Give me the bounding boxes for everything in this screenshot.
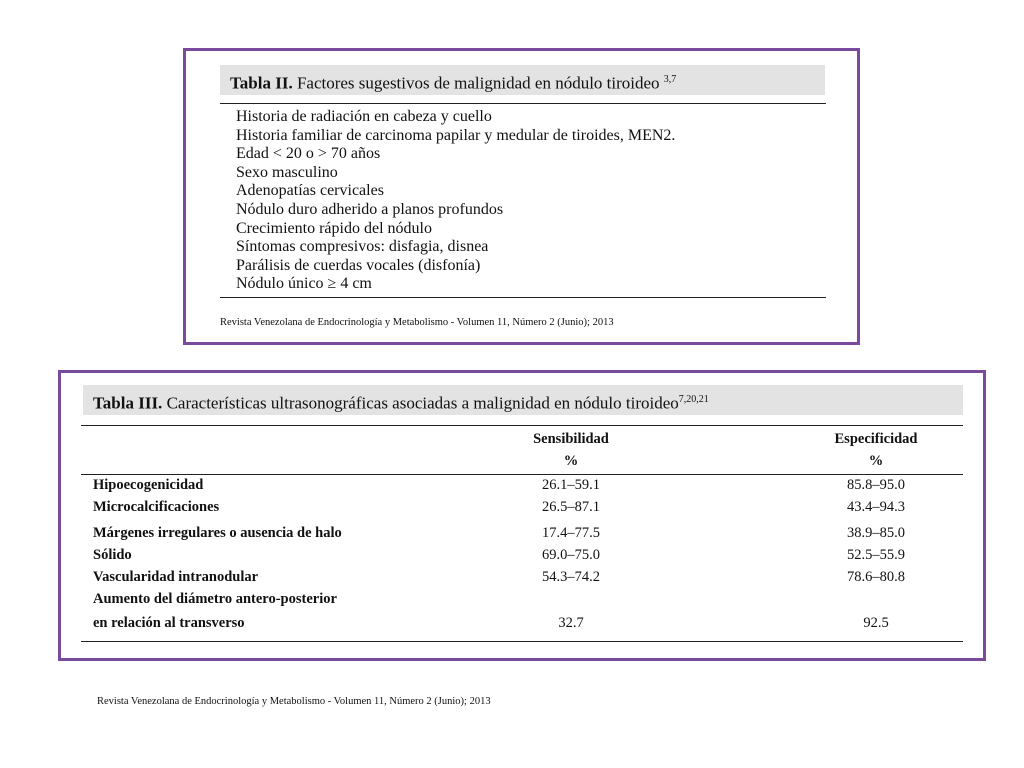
row-specificity: 43.4–94.3 bbox=[847, 499, 905, 515]
factor-item: Síntomas compresivos: disfagia, disnea bbox=[236, 238, 489, 256]
row-label: Sólido bbox=[93, 547, 132, 563]
row-label: Hipoecogenicidad bbox=[93, 477, 204, 493]
table-2-bottom-rule bbox=[220, 297, 826, 298]
table-2-title-prefix: Tabla II. bbox=[230, 73, 293, 93]
factor-item: Nódulo duro adherido a planos profundos bbox=[236, 200, 504, 218]
factor-item: Edad < 20 o > 70 años bbox=[236, 145, 381, 163]
row-specificity: 92.5 bbox=[863, 615, 889, 631]
table-3-header-rule bbox=[81, 474, 963, 475]
table-2-source: Revista Venezolana de Endocrinología y Metabolismo - Volumen 11, Número 2 (Junio); 2013 bbox=[220, 317, 614, 328]
row-sensitivity: 17.4–77.5 bbox=[542, 525, 600, 541]
row-label: Márgenes irregulares o ausencia de halo bbox=[93, 525, 342, 541]
factor-item: Parálisis de cuerdas vocales (disfonía) bbox=[236, 256, 481, 274]
table-2-title-text: Factores sugestivos de malignidad en nódulo tiroideo bbox=[292, 73, 664, 93]
row-sensitivity: 69.0–75.0 bbox=[542, 547, 600, 563]
row-sensitivity: 54.3–74.2 bbox=[542, 569, 600, 585]
row-label: Aumento del diámetro antero-posterior bbox=[93, 591, 337, 607]
table-3-title-prefix: Tabla III. bbox=[93, 393, 163, 413]
factor-item: Nódulo único ≥ 4 cm bbox=[236, 275, 372, 293]
factor-item: Historia familiar de carcinoma papilar y medular de tiroides, MEN2. bbox=[236, 126, 676, 144]
table-2-top-rule bbox=[220, 103, 826, 104]
factor-item: Sexo masculino bbox=[236, 163, 338, 181]
row-label: Vascularidad intranodular bbox=[93, 569, 259, 585]
table-3-title-refs: 7,20,21 bbox=[678, 394, 709, 405]
factor-item: Crecimiento rápido del nódulo bbox=[236, 219, 432, 237]
row-label: Microcalcificaciones bbox=[93, 499, 220, 515]
table-3-title-text: Características ultrasonográficas asociadas a malignidad en nódulo tiroideo bbox=[162, 393, 679, 413]
factor-item: Historia de radiación en cabeza y cuello bbox=[236, 108, 492, 125]
col-header-sensitivity-unit: % bbox=[563, 453, 579, 469]
table-2-factor-list bbox=[236, 108, 675, 294]
row-sensitivity: 26.5–87.1 bbox=[542, 499, 600, 515]
row-sensitivity: 32.7 bbox=[558, 615, 584, 631]
table-2-frame bbox=[183, 48, 860, 345]
row-specificity: 78.6–80.8 bbox=[847, 569, 905, 585]
table-2-title-refs: 3,7 bbox=[663, 74, 677, 85]
table-3-frame bbox=[58, 370, 986, 661]
col-header-specificity-unit: % bbox=[868, 453, 884, 469]
row-sensitivity: 26.1–59.1 bbox=[542, 477, 600, 493]
row-specificity: 38.9–85.0 bbox=[847, 525, 905, 541]
table-3-top-rule bbox=[81, 425, 963, 426]
col-header-specificity: Especificidad bbox=[834, 431, 918, 447]
table-3-bottom-rule bbox=[81, 641, 963, 642]
row-specificity: 85.8–95.0 bbox=[847, 477, 905, 493]
table-2-title bbox=[220, 65, 825, 95]
row-specificity: 52.5–55.9 bbox=[847, 547, 905, 563]
col-header-sensitivity: Sensibilidad bbox=[533, 431, 609, 447]
row-label: en relación al transverso bbox=[93, 615, 245, 631]
table-3-title bbox=[83, 385, 963, 415]
factor-item: Adenopatías cervicales bbox=[236, 182, 384, 200]
table-3-source: Revista Venezolana de Endocrinología y Metabolismo - Volumen 11, Número 2 (Junio); 2013 bbox=[97, 696, 491, 707]
